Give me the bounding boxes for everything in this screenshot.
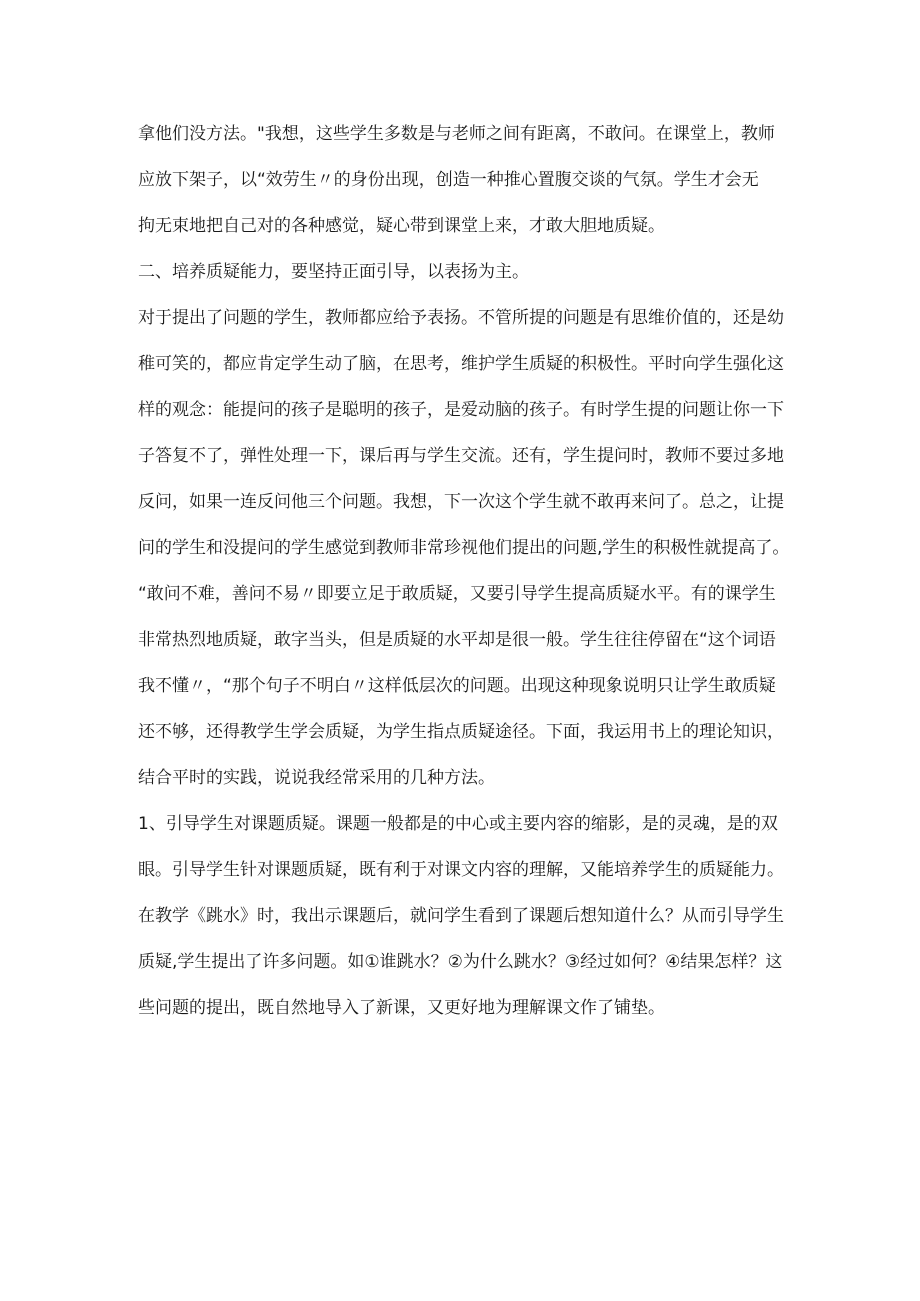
text-line: 问的学生和没提问的学生感觉到教师非常珍视他们提出的问题,学生的积极性就提高了。 (138, 538, 790, 558)
section-heading: 二、培养质疑能力，要坚持正面引导，以表扬为主。 (138, 262, 529, 282)
text-line: 些问题的提出，既自然地导入了新课，又更好地为理解课文作了铺垫。 (138, 998, 665, 1018)
text-line: 质疑,学生提出了许多问题。如①谁跳水？②为什么跳水？③经过如何？④结果怎样？这 (138, 952, 783, 972)
text-line: 在教学《跳水》时，我出示课题后，就问学生看到了课题后想知道什么？从而引导学生 (138, 906, 784, 926)
text-line: “敢问不难，善问不易〃即要立足于敢质疑，又要引导学生提高质疑水平。有的课学生 (138, 584, 776, 604)
text-line: 子答复不了，弹性处理一下，课后再与学生交流。还有，学生提问时，教师不要过多地 (138, 446, 784, 466)
text-line: 1、引导学生对课题质疑。课题一般都是的中心或主要内容的缩影，是的灵魂，是的双 (138, 814, 778, 834)
text-line: 对于提出了问题的学生，教师都应给予表扬。不管所提的问题是有思维价值的，还是幼 (138, 308, 784, 328)
text-line: 拘无束地把自己对的各种感觉，疑心带到课堂上来，才敢大胆地质疑。 (138, 216, 665, 236)
text-line: 稚可笑的，都应肯定学生动了脑，在思考，维护学生质疑的积极性。平时向学生强化这 (138, 354, 784, 374)
text-line: 眼。引导学生针对课题质疑，既有利于对课文内容的理解，又能培养学生的质疑能力。 (138, 860, 784, 880)
text-line: 样的观念：能提问的孩子是聪明的孩子，是爱动脑的孩子。有时学生提的问题让你一下 (138, 400, 784, 420)
body-text (138, 121, 798, 1041)
text-line: 还不够，还得教学生学会质疑，为学生指点质疑途径。下面，我运用书上的理论知识， (138, 722, 784, 742)
text-line: 应放下架子，以“效劳生〃的身份出现，创造一种推心置腹交谈的气氛。学生才会无 (138, 170, 759, 190)
text-line: 非常热烈地质疑，敢字当头，但是质疑的水平却是很一般。学生往往停留在“这个词语 (138, 630, 776, 650)
text-line: 结合平时的实践，说说我经常采用的几种方法。 (138, 768, 495, 788)
text-line: 我不懂〃，“那个句子不明白〃这样低层次的问题。出现这种现象说明只让学生敢质疑 (138, 676, 776, 696)
text-line: 拿他们没方法。"我想，这些学生多数是与老师之间有距离，不敢问。在课堂上，教师 (138, 124, 775, 144)
text-line: 反问，如果一连反问他三个问题。我想，下一次这个学生就不敢再来问了。总之，让提 (138, 492, 784, 512)
